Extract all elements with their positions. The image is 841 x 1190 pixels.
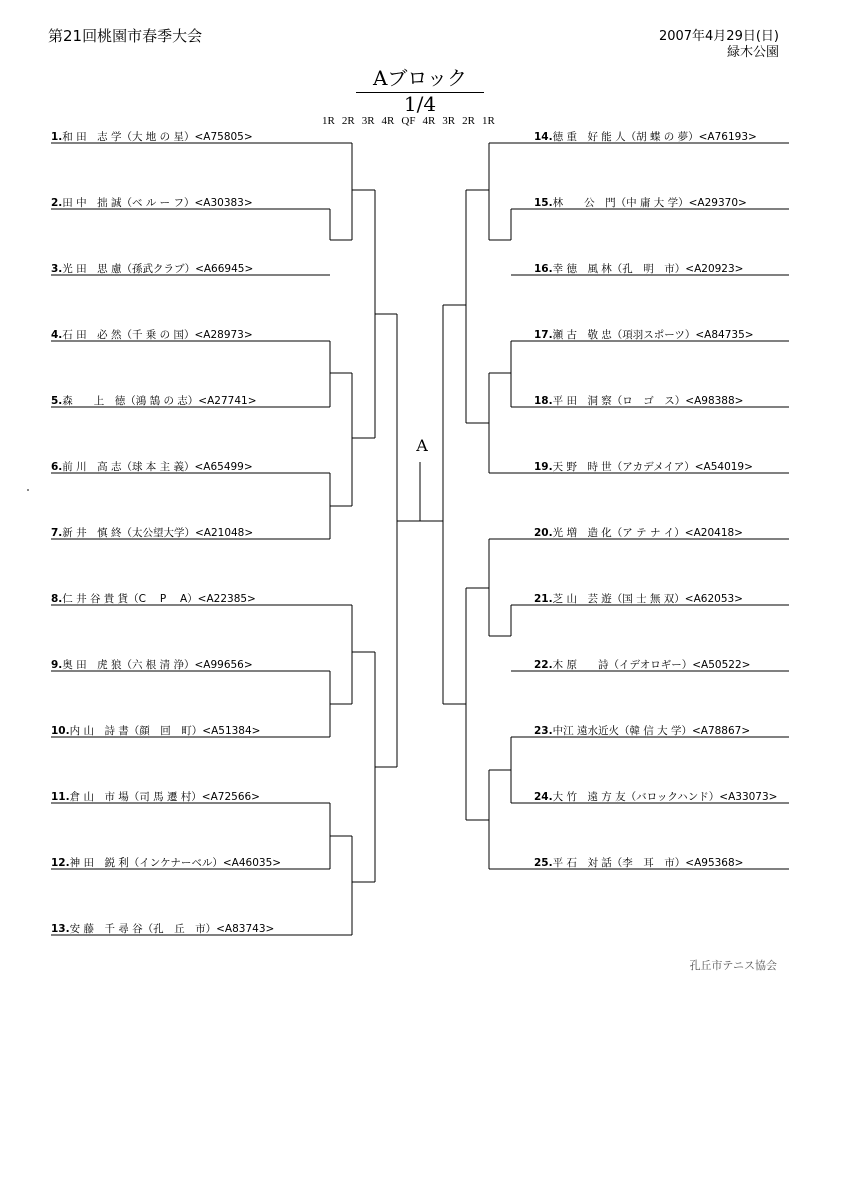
player-name-club: 幸 徳 風 林（孔 明 市）<A20923> xyxy=(552,263,744,275)
player-entry xyxy=(534,394,789,408)
player-seed-number: 8. xyxy=(51,593,63,605)
player-seed-number: 18. xyxy=(534,395,553,407)
player-entry xyxy=(534,262,789,276)
round-label: 4R xyxy=(422,115,436,127)
player-name-club: 奥 田 虎 狼（六 根 清 浄）<A99656> xyxy=(62,659,253,671)
player-name-club: 石 田 必 然（千 乗 の 国）<A28973> xyxy=(62,329,253,341)
player-entry xyxy=(51,790,303,804)
player-entry xyxy=(51,460,303,474)
player-seed-number: 6. xyxy=(51,461,63,473)
player-seed-number: 21. xyxy=(534,593,553,605)
player-seed-number: 22. xyxy=(534,659,553,671)
round-label: 1R xyxy=(322,115,335,127)
player-name-club: 内 山 詩 書（顔 回 町）<A51384> xyxy=(69,725,261,737)
player-name-club: 徳 重 好 能 人（胡 蝶 の 夢）<A76193> xyxy=(552,131,757,143)
player-seed-number: 11. xyxy=(51,791,70,803)
player-name-club: 光 増 造 化（ア テ ナ イ）<A20418> xyxy=(552,527,743,539)
player-entry xyxy=(534,526,789,540)
player-name-club: 芝 山 芸 遊（国 士 無 双）<A62053> xyxy=(552,593,743,605)
player-entry xyxy=(534,658,789,672)
event-date: 2007年4月29日(日) xyxy=(658,29,779,44)
player-seed-number: 25. xyxy=(534,857,553,869)
stray-mark xyxy=(27,489,29,491)
player-name-club: 林 公 門（中 庸 大 学）<A29370> xyxy=(552,197,747,209)
player-name-club: 倉 山 市 場（司 馬 遷 村）<A72566> xyxy=(69,791,260,803)
player-name-club: 平 田 洞 察（ロ ゴ ス）<A98388> xyxy=(552,395,744,407)
player-seed-number: 13. xyxy=(51,923,70,935)
player-seed-number: 24. xyxy=(534,791,553,803)
event-title: 第21回桃園市春季大会 xyxy=(48,27,203,45)
player-entry xyxy=(51,196,303,210)
player-seed-number: 2. xyxy=(51,197,63,209)
player-name-club: 田 中 拙 誠（ベ ル ー フ）<A30383> xyxy=(62,197,253,209)
player-entry xyxy=(51,592,303,606)
player-name-club: 仁 井 谷 貴 貨（C P A）<A22385> xyxy=(62,593,256,605)
player-seed-number: 20. xyxy=(534,527,553,539)
player-name-club: 光 田 思 慮（孫武クラブ）<A66945> xyxy=(62,263,254,275)
player-name-club: 大 竹 遠 方 友（バロックハンド）<A33073> xyxy=(552,791,778,803)
player-entry xyxy=(51,328,303,342)
round-label: 1R xyxy=(481,115,495,127)
player-name-club: 神 田 鋭 利（インケナーベル）<A46035> xyxy=(69,857,282,869)
player-seed-number: 9. xyxy=(51,659,63,671)
player-seed-number: 3. xyxy=(51,263,63,275)
player-seed-number: 14. xyxy=(534,131,553,143)
player-seed-number: 19. xyxy=(534,461,553,473)
round-label: 2R xyxy=(462,115,475,127)
player-name-club: 前 川 高 志（球 本 主 義）<A65499> xyxy=(62,461,253,473)
player-seed-number: 17. xyxy=(534,329,553,341)
player-entry xyxy=(51,130,303,144)
round-label: 3R xyxy=(361,115,375,127)
player-seed-number: 23. xyxy=(534,725,553,737)
player-name-club: 木 原 詩（イデオロギー）<A50522> xyxy=(552,659,751,671)
event-venue: 緑木公園 xyxy=(726,45,779,60)
player-entry xyxy=(51,922,303,936)
player-entry xyxy=(534,592,789,606)
round-label: 2R xyxy=(341,115,355,127)
player-name-club: 安 藤 千 尋 谷（孔 丘 市）<A83743> xyxy=(69,923,275,935)
player-name-club: 天 野 時 世（アカデメイア）<A54019> xyxy=(552,461,753,473)
player-name-club: 森 上 徳（鴻 鵠 の 志）<A27741> xyxy=(62,395,257,407)
player-entry xyxy=(534,460,789,474)
player-entry xyxy=(534,130,789,144)
player-entry xyxy=(534,856,789,870)
page-number: 1/4 xyxy=(403,92,437,116)
player-entry xyxy=(51,856,303,870)
player-entry xyxy=(51,394,303,408)
player-seed-number: 4. xyxy=(51,329,63,341)
player-entry xyxy=(51,526,303,540)
player-seed-number: 10. xyxy=(51,725,70,737)
round-label: QF xyxy=(401,115,416,127)
player-seed-number: 16. xyxy=(534,263,553,275)
player-name-club: 瀬 古 敬 忠（項羽スポーツ）<A84735> xyxy=(552,329,754,341)
block-title: Aブロック xyxy=(356,62,484,93)
player-seed-number: 12. xyxy=(51,857,70,869)
player-seed-number: 5. xyxy=(51,395,63,407)
round-label: 3R xyxy=(442,115,456,127)
player-entry xyxy=(534,328,789,342)
player-seed-number: 7. xyxy=(51,527,63,539)
player-entry xyxy=(51,724,303,738)
player-entry xyxy=(534,790,789,804)
player-seed-number: 15. xyxy=(534,197,553,209)
player-name-club: 新 井 慎 終（太公望大学）<A21048> xyxy=(62,527,254,539)
block-label: A xyxy=(416,436,428,455)
player-name-club: 中江 遠水近火（韓 信 大 学）<A78867> xyxy=(552,725,751,737)
player-name-club: 和 田 志 学（大 地 の 星）<A75805> xyxy=(62,131,253,143)
player-seed-number: 1. xyxy=(51,131,63,143)
round-label: 4R xyxy=(381,115,395,127)
association-name: 孔丘市テニス協会 xyxy=(689,959,777,972)
player-entry xyxy=(51,262,303,276)
player-entry xyxy=(51,658,303,672)
player-name-club: 平 石 対 話（李 耳 市）<A95368> xyxy=(552,857,744,869)
player-entry xyxy=(534,196,789,210)
player-entry xyxy=(534,724,789,738)
